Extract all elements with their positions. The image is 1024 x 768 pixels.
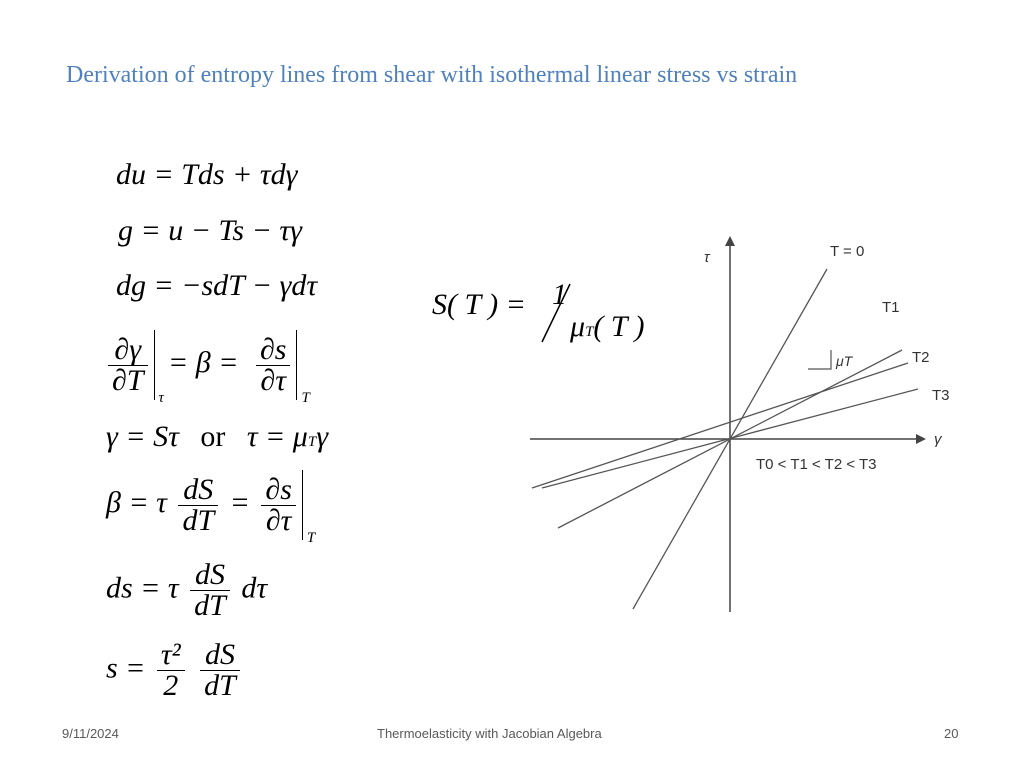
or-word: or	[200, 420, 226, 453]
numerator: dS	[183, 472, 214, 506]
evaluation-bar	[302, 470, 316, 546]
denominator: ∂T	[108, 365, 148, 396]
numerator: dS	[205, 638, 235, 671]
fraction-ds-dt	[200, 640, 240, 701]
denominator: ∂τ	[261, 505, 296, 536]
denominator: ∂τ	[256, 365, 291, 396]
footer-title: Thermoelasticity with Jacobian Algebra	[377, 726, 602, 741]
equation-beta	[106, 470, 316, 546]
equation-g: g = u − Ts − τγ	[118, 214, 302, 247]
s-equals: s =	[106, 651, 146, 685]
isotherm-diagram	[520, 228, 960, 620]
s-of-t-numerator: 1	[552, 278, 567, 311]
subscript: T	[307, 434, 317, 450]
equation-maxwell	[104, 330, 310, 406]
label-t2: T2	[912, 349, 930, 366]
equation-ds	[106, 560, 267, 621]
numerator: ∂s	[259, 332, 287, 366]
page-number: 20	[944, 726, 959, 741]
gamma-axis-label: γ	[934, 431, 942, 448]
footer-date: 9/11/2024	[62, 726, 119, 741]
gamma: γ	[316, 420, 329, 453]
fraction-dgamma-dt	[108, 332, 148, 397]
temperature-ordering: T0 < T1 < T2 < T3	[756, 456, 877, 473]
numerator: dS	[195, 558, 225, 591]
denominator: dT	[200, 670, 240, 701]
gamma-axis-arrow	[916, 434, 926, 444]
mu-t-label: μT	[836, 353, 853, 369]
equation-linear	[106, 422, 328, 452]
tau-equals: τ = μ	[246, 420, 308, 453]
equation-du: du = Tds + τdγ	[116, 158, 298, 191]
denominator: 2	[157, 670, 185, 701]
equation-s	[106, 640, 244, 701]
fraction-ds-dtau	[256, 332, 291, 397]
denominator: dT	[178, 505, 218, 536]
equation-s-of-t: S( T ) =	[432, 288, 526, 321]
evaluation-bar	[154, 330, 164, 406]
evaluation-bar	[296, 330, 310, 406]
fraction-ds-dt	[178, 472, 218, 537]
mu: μ	[570, 310, 586, 343]
label-t-zero: T = 0	[830, 243, 865, 260]
beta-equals: β = τ	[106, 485, 167, 519]
slide-title: Derivation of entropy lines from shear with isothermal linear stress vs strain	[66, 62, 798, 88]
tau-axis-arrow	[725, 236, 735, 246]
subscript: T	[306, 530, 316, 546]
subscript: T	[585, 324, 594, 340]
subscript: τ	[158, 390, 164, 406]
fraction-ds-dt	[190, 560, 230, 621]
tau-axis-label: τ	[704, 249, 710, 266]
fraction-ds-dtau	[261, 472, 296, 537]
equation-dg: dg = −sdT − γdτ	[116, 269, 318, 302]
gamma-equals: γ = Sτ	[106, 420, 179, 453]
label-t3: T3	[932, 387, 950, 404]
numerator: ∂γ	[114, 332, 142, 366]
equals: =	[229, 485, 250, 519]
dtau: dτ	[241, 571, 268, 605]
numerator: ∂s	[265, 472, 292, 506]
ds-equals: ds = τ	[106, 571, 179, 605]
numerator: τ²	[160, 638, 181, 671]
fraction-tau-squared-over-2	[157, 640, 185, 701]
equals-beta: = β =	[168, 345, 239, 379]
label-t1: T1	[882, 299, 900, 316]
denominator: dT	[190, 590, 230, 621]
subscript: T	[301, 390, 310, 406]
argument: ( T )	[593, 310, 645, 343]
